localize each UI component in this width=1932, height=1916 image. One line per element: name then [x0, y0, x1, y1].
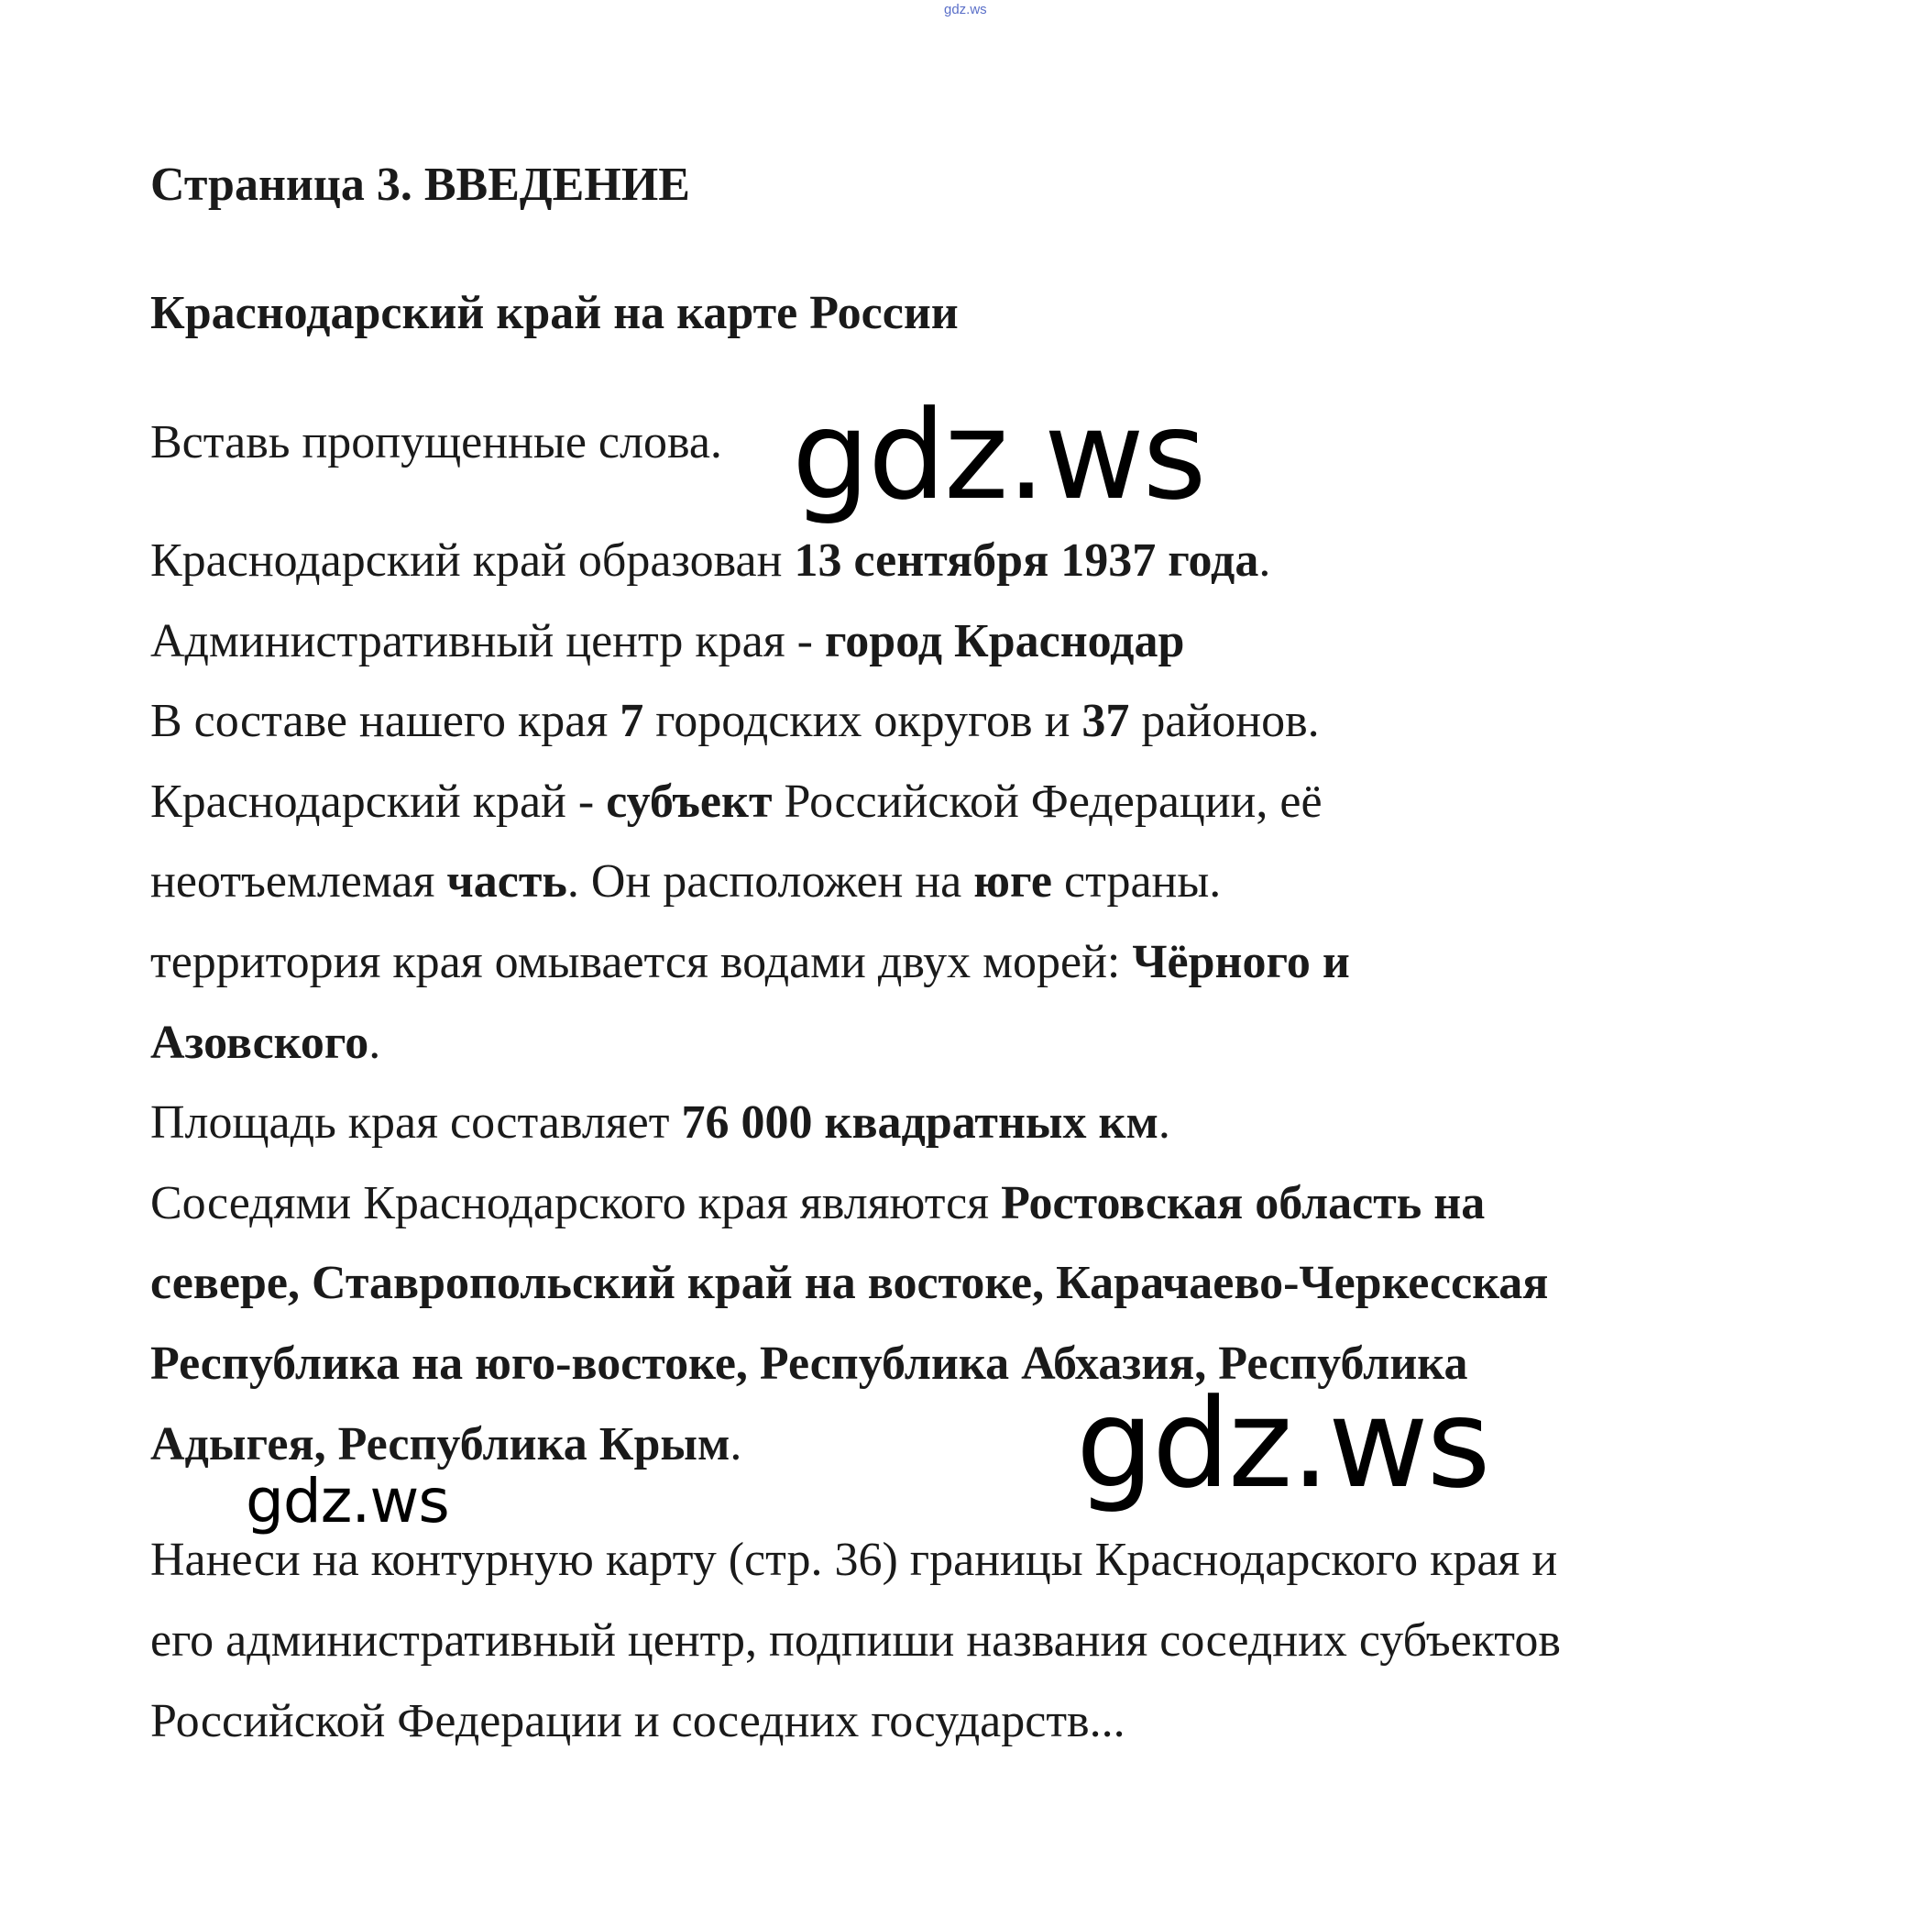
task-2-line-3: Российской Федерации и соседних государств... — [150, 1695, 1125, 1747]
answer-line-4: Краснодарский край - субъект Российской Федерации, её — [150, 775, 1323, 828]
watermark: gdz.ws — [246, 1466, 449, 1536]
task-2-line-2: его административный центр, подпиши названия соседних субъектов — [150, 1614, 1561, 1667]
page-title: Страница 3. ВВЕДЕНИЕ — [150, 159, 690, 211]
answer-line-2: Административный центр края - город Краснодар — [150, 614, 1185, 667]
answer-line-12: Адыгея, Республика Крым. — [150, 1417, 742, 1470]
task-2-text — [150, 1520, 1800, 1762]
answer-line-11: Республика на юго-востоке, Республика Абхазия, Республика — [150, 1337, 1468, 1390]
site-mark: gdz.ws — [944, 2, 987, 17]
answer-line-9: Соседями Краснодарского края являются Ростовская область на — [150, 1176, 1486, 1229]
answer-line-5: неотъемлемая часть. Он расположен на юге страны. — [150, 855, 1222, 908]
answer-line-7: Азовского. — [150, 1016, 381, 1069]
task-2-line-1: Нанеси на контурную карту (стр. 36) границы Краснодарского края и — [150, 1534, 1558, 1586]
watermark: gdz.ws — [792, 384, 1205, 527]
answer-text — [150, 521, 1800, 1484]
section-title: Краснодарский край на карте России — [150, 287, 959, 339]
answer-line-6: территория края омывается водами двух морей: Чёрного и — [150, 935, 1350, 988]
answer-line-10: севере, Ставропольский край на востоке, Карачаево-Черкесская — [150, 1257, 1549, 1310]
answer-line-8: Площадь края составляет 76 000 квадратных км. — [150, 1096, 1170, 1150]
watermark: gdz.ws — [1076, 1372, 1489, 1515]
task-instruction: Вставь пропущенные слова. — [150, 416, 722, 468]
answer-line-3: В составе нашего края 7 городских округов и 37 районов. — [150, 695, 1320, 748]
answer-line-1: Краснодарский край образован 13 сентября 1937 года. — [150, 534, 1271, 587]
